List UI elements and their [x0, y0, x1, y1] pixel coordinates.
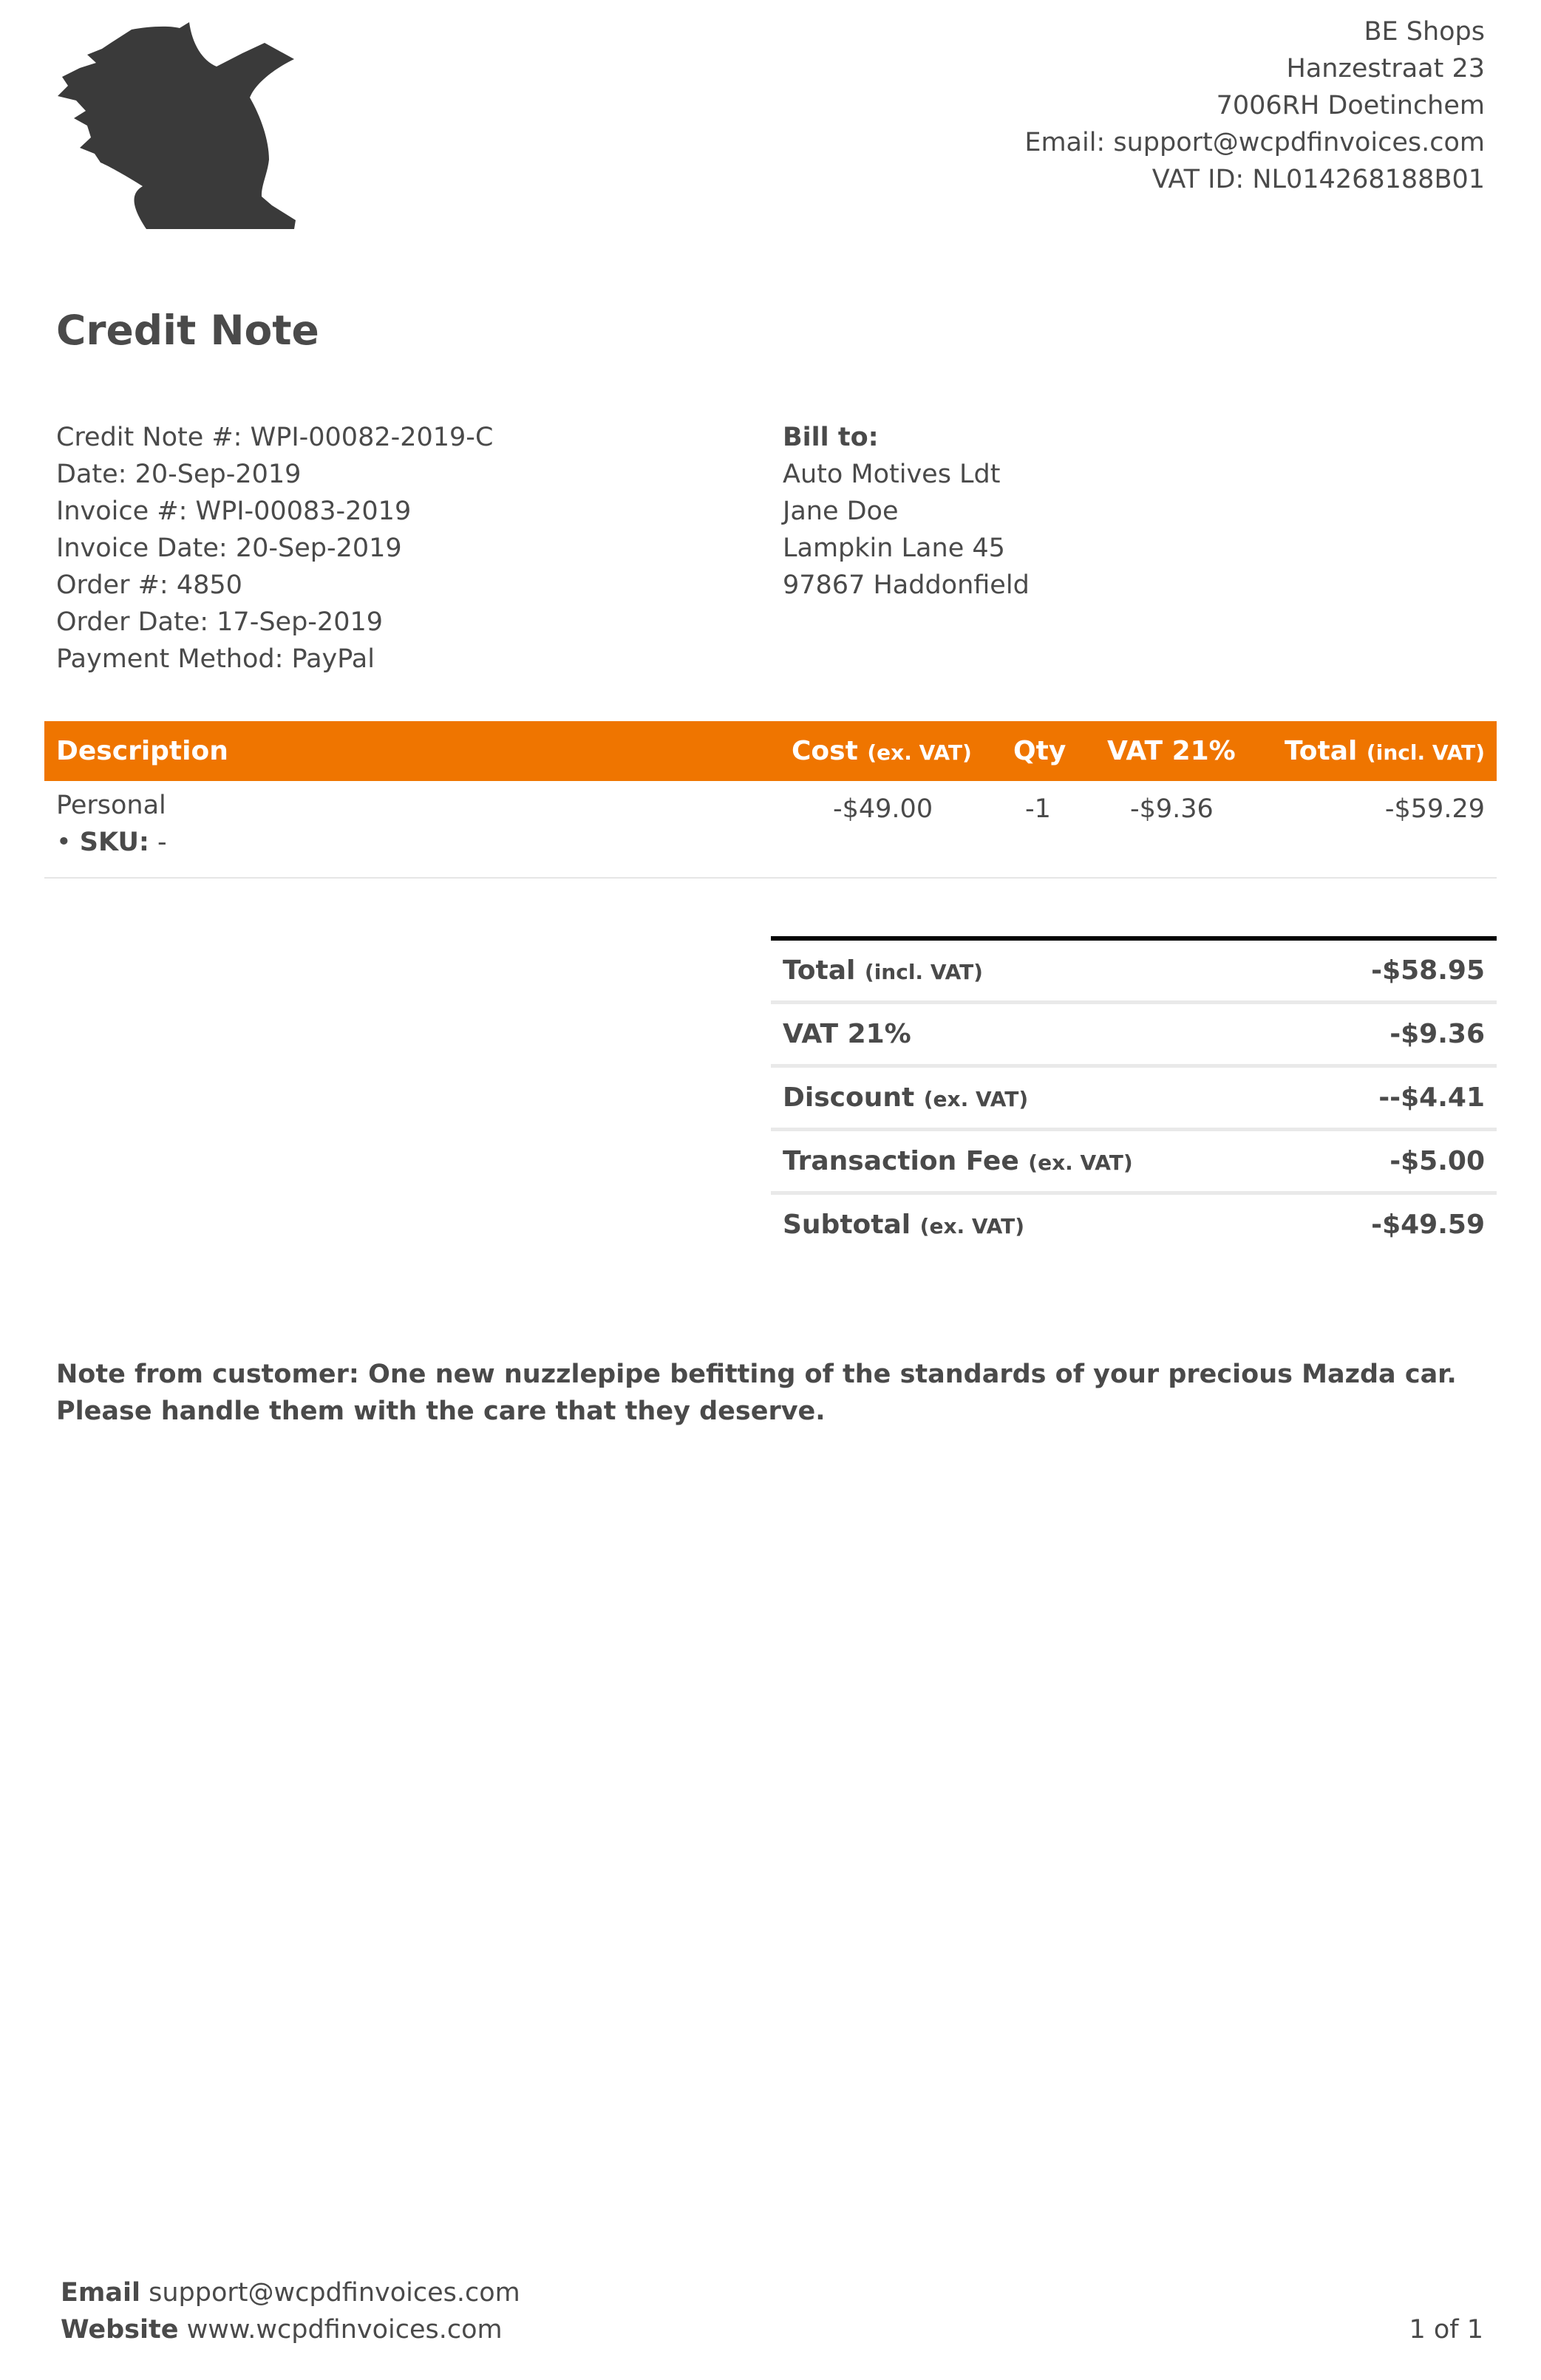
totals-fee-note: (ex. VAT)	[1028, 1150, 1133, 1175]
item-sku-value: -	[149, 828, 167, 857]
totals-table	[771, 936, 1497, 1255]
footer-email	[61, 2274, 520, 2311]
item-sku-bullet: •	[56, 828, 80, 857]
totals-vat-value: -$9.36	[1389, 1019, 1485, 1049]
table-row	[44, 781, 1497, 879]
totals-vat-label: VAT 21%	[783, 1019, 911, 1049]
column-cost	[792, 736, 972, 766]
totals-total-value: -$58.95	[1371, 955, 1485, 986]
meta-order-number: Order #: 4850	[56, 570, 242, 600]
item-description-cell	[56, 787, 167, 861]
company-vat-id: VAT ID: NL014268188B01	[1152, 165, 1485, 194]
totals-row-transaction-fee	[771, 1131, 1497, 1195]
items-table-header	[44, 721, 1497, 781]
column-vat: VAT 21%	[1107, 736, 1236, 766]
item-description: Personal	[56, 791, 166, 820]
item-vat: -$9.36	[1130, 794, 1214, 824]
bill-to-name: Jane Doe	[783, 497, 899, 526]
footer-email-value: support@wcpdfinvoices.com	[140, 2278, 520, 2308]
meta-order-date: Order Date: 17-Sep-2019	[56, 607, 383, 637]
meta-credit-note-number: Credit Note #: WPI-00082-2019-C	[56, 423, 494, 452]
page-number: 1 of 1	[1409, 2315, 1483, 2345]
totals-row-discount	[771, 1068, 1497, 1131]
item-total: -$59.29	[1384, 794, 1485, 824]
footer-contact	[61, 2274, 520, 2348]
totals-discount-value: --$4.41	[1378, 1082, 1485, 1113]
bill-to-company: Auto Motives Ldt	[783, 460, 1001, 489]
totals-row-subtotal	[771, 1195, 1497, 1255]
meta-invoice-date: Invoice Date: 20-Sep-2019	[56, 533, 402, 563]
head-silhouette-icon	[58, 22, 302, 236]
meta-invoice-number: Invoice #: WPI-00083-2019	[56, 497, 412, 526]
totals-total-label	[783, 955, 983, 986]
company-name: BE Shops	[1364, 17, 1485, 47]
totals-total-label-text: Total	[783, 955, 856, 986]
column-cost-note: (ex. VAT)	[867, 740, 972, 765]
item-cost: -$49.00	[833, 794, 933, 824]
customer-note	[56, 1356, 1497, 1430]
company-logo	[58, 22, 302, 236]
meta-payment-method: Payment Method: PayPal	[56, 644, 375, 674]
column-total-note: (incl. VAT)	[1366, 740, 1485, 765]
totals-total-note: (incl. VAT)	[864, 960, 983, 984]
column-total-label: Total	[1285, 736, 1358, 766]
totals-row-vat	[771, 1004, 1497, 1068]
footer-website-value: www.wcpdfinvoices.com	[178, 2315, 503, 2345]
totals-subtotal-label-text: Subtotal	[783, 1210, 911, 1240]
footer-website-label: Website	[61, 2315, 179, 2345]
bill-to-city: 97867 Haddonfield	[783, 570, 1030, 600]
company-street: Hanzestraat 23	[1286, 54, 1485, 83]
bill-to	[783, 419, 1030, 604]
column-qty: Qty	[1013, 736, 1067, 766]
bill-to-heading: Bill to:	[783, 423, 879, 452]
item-sku-label: SKU:	[79, 828, 149, 857]
totals-discount-note: (ex. VAT)	[923, 1087, 1029, 1111]
column-description: Description	[56, 736, 228, 766]
column-cost-label: Cost	[792, 736, 858, 766]
company-city: 7006RH Doetinchem	[1216, 91, 1485, 120]
totals-fee-value: -$5.00	[1389, 1146, 1485, 1176]
bill-to-street: Lampkin Lane 45	[783, 533, 1005, 563]
column-total	[1285, 736, 1485, 766]
document-meta	[56, 419, 493, 678]
company-email: Email: support@wcpdfinvoices.com	[1024, 128, 1485, 157]
item-sku	[56, 824, 167, 861]
customer-note-line-1: Note from customer: One new nuzzlepipe befitting of the standards of your precious Mazda car.	[56, 1360, 1457, 1389]
document-title: Credit Note	[56, 307, 319, 354]
company-address	[1024, 13, 1485, 198]
totals-fee-label	[783, 1146, 1133, 1176]
meta-date: Date: 20-Sep-2019	[56, 460, 302, 489]
totals-subtotal-note: (ex. VAT)	[919, 1214, 1025, 1238]
totals-discount-label-text: Discount	[783, 1082, 915, 1113]
footer-email-label: Email	[61, 2278, 140, 2308]
totals-discount-label	[783, 1082, 1028, 1113]
totals-row-total	[771, 941, 1497, 1004]
item-qty: -1	[1025, 794, 1051, 824]
totals-fee-label-text: Transaction Fee	[783, 1146, 1019, 1176]
footer-website	[61, 2311, 520, 2348]
customer-note-line-2: Please handle them with the care that they deserve.	[56, 1397, 826, 1426]
totals-subtotal-label	[783, 1210, 1024, 1240]
totals-subtotal-value: -$49.59	[1371, 1210, 1485, 1240]
